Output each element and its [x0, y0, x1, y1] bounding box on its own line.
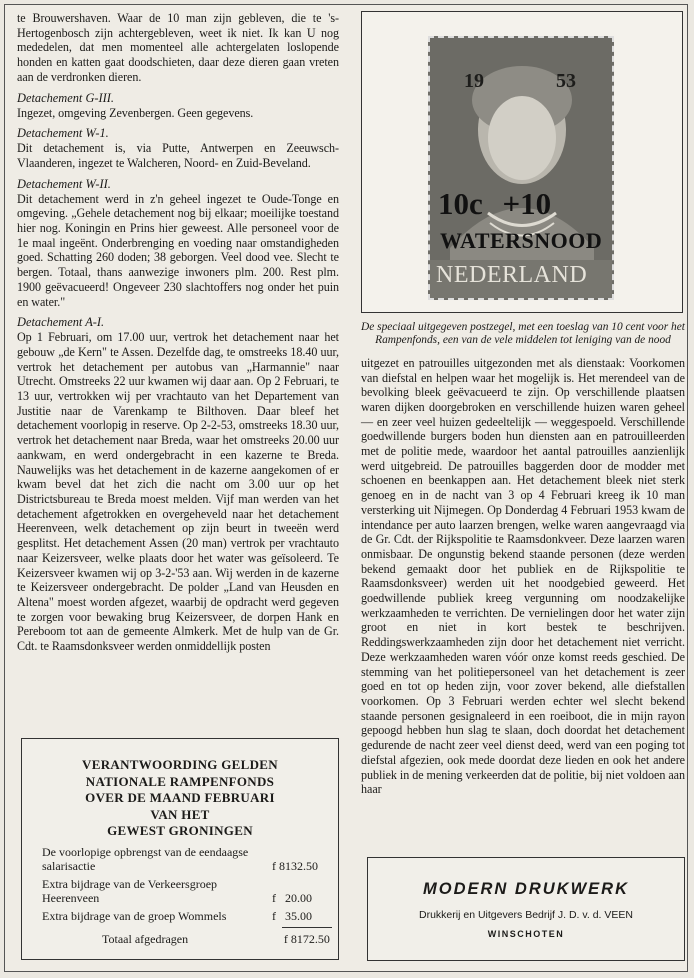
ad-box [367, 857, 685, 961]
ad-city: WINSCHOTEN [487, 929, 565, 939]
section-text-a-i: Op 1 Februari, om 17.00 uur, vertrok het detachement naar het gebouw „de Kern" te Assen. Dezelfde dag, te omstreeks 18.40 uur, vertrok het detachement per autobus van „Harmannie" naar Utrecht. Omstreeks 22 uur kwamen wij daar aan. Op 2 Februari, te 13 uur, vertrokken wij per vrachtauto van het Departement van Justitie naar de Varenkamp te Bilthoven. Daar bleef het detachement voorlopig in reserve. Op 2-2-53, omstreeks 18.30 uur, vertrok het detachement naar Breda, waar het omstreeks 20.00 uur aankwam, en werd ondergebracht in een kazerne te Breda. Nauwelijks was het detachement in de kazerne aangekomen of er kwam bevel dat het zich die nacht om 3.00 uur op het Districtsbureau te Breda moest melden. Vijf man werden van het detachement afgetrokken en overgeheveld naar het detachement Heerenveen, welk detachement op zijn beurt in tweeën werd gesplitst. Het detachement Assen (20 man) vertrok per vrachtauto naar Keizersveer, welke plaats door het water was geïsoleerd. Te Keizersveer kwamen wij op 3-2-'53 aan. Wij werden in de kazerne te Keizersveer ondergebracht. De polder „Land van Heusden en Altena" moest worden afgezet, waarbij de opdracht werd gegeven te zorgen voor bewaking brug Keizersveer, de dorpen Hank en Pereboom tot aan de gemeente Almkerk. Met de hulp van de Gr. Cdt. te Raamsdonksveer werden onmiddellijk posten [17, 330, 339, 654]
account-row-amount: f 35.00 [272, 909, 312, 923]
stamp-value: 10c +10 [438, 186, 552, 221]
account-row-amount: f 20.00 [272, 891, 312, 905]
account-total-row [42, 932, 334, 946]
stamp-caption: De speciaal uitgegeven postzegel, met een toeslag van 10 cent voor het Rampenfonds, een van de vele middelen tot leniging van de nood [361, 321, 685, 347]
account-heading-line: VAN HET [150, 806, 210, 822]
right-column [361, 11, 685, 797]
account-total-label: Totaal afgedragen [102, 932, 189, 946]
left-column [17, 11, 339, 654]
stamp-overprint: WATERSNOOD [440, 228, 603, 253]
account-table [42, 845, 334, 950]
section-heading-a-i: Detachement A-I. [17, 315, 105, 330]
account-row-amount: f 8132.50 [272, 859, 318, 873]
section-text-w-1: Dit detachement is, via Putte, Antwerpen en Zeeuwsch-Vlaanderen, ingezet te Walcheren, Noord- en Zuid-Beveland. [17, 141, 339, 170]
account-heading-line: NATIONALE RAMPENFONDS [85, 773, 275, 789]
account-row-label: Extra bijdrage van de Verkeersgroep Heerenveen [42, 877, 218, 905]
account-heading-line: OVER DE MAAND FEBRUARI [85, 790, 275, 805]
account-row-label: Extra bijdrage van de groep Wommels [42, 909, 227, 923]
account-row [42, 909, 334, 923]
account-total-amount: f 8172.50 [283, 932, 330, 946]
section-heading-w-ii: Detachement W-II. [17, 176, 111, 191]
account-heading-line: GEWEST GRONINGEN [107, 823, 253, 838]
account-row [42, 877, 334, 905]
stamp-year-left: 19 [464, 70, 484, 92]
ad-subtitle: Drukkerij en Uitgevers Bedrijf J. D. v. d. VEEN [419, 909, 633, 921]
section-text-w-ii: Dit detachement werd in z'n geheel ingezet te Oude-Tonge en omgeving. „Gehele detachement nog bij elkaar; moeilijke toestand hier nog. Koningin en Prins hier geweest. Alle personeel voor de 1e maal ingeënt. Onderbrenging en voeding naar omstandigheden goed. Schatting 260 doden; 38 geborgen. Veel dood vee. Slecht te bergen. Totaal, thans aanwezige inwoners plm. 200. Rest plm. 1900 geëvacueerd! Ongeveer 230 slachtoffers nog onder het puin en water." [17, 191, 339, 309]
magazine-page [4, 4, 688, 972]
account-heading [22, 757, 338, 840]
stamp-country: NEDERLAND [436, 262, 588, 288]
section-heading-w-1: Detachement W-1. [17, 126, 109, 141]
account-box [21, 738, 339, 960]
intro-paragraph: te Brouwershaven. Waar de 10 man zijn gebleven, die te 's-Hertogenbosch zijn achtergebleven, weet ik niet. Ik kan U nog mededelen, dat men momenteel alle achtergelaten loslopende honden en katten gaat doodschieten, daar deze dieren gaan vreten aan de verdronken dieren. [17, 11, 339, 84]
stamp-year-right: 53 [556, 70, 576, 92]
ad-title: MODERN DRUKWERK [423, 880, 629, 898]
stamp-frame [361, 11, 683, 313]
stamp-portrait-icon [430, 38, 612, 298]
right-column-text: uitgezet en patrouilles uitgezonden met als dienstaak: Voorkomen van diefstal en helpen waar het mogelijk is. Het merendeel van de bevolking bleek geëvacueerd te zijn. Op verschillende plaatsen waren dijken doorgebroken en verschillende huizen waren geheel — en zeer veel huizen gedeeltelijk — weggespoeld. Verschillende goedwillende burgers boden hun diensten aan en patrouilleerden met de politie mede, waardoor het aantal patrouilles aanzienlijk werd uitgebreid. De patrouilles baggerden door de modder met schoenen en beenkappen aan. Het detachement bleek niet sterk genoeg en in de nacht van 3 op 4 Februari kreeg ik 10 man versterking uit Nijmegen. Op Donderdag 4 Februari 1953 kwam de intendance per auto laarzen brengen, welke waren aangevraagd via de Gr. Cdt. der Rijkspolitie te Raamsdonkveer. Deze laarzen waren onmisbaar. De ongunstig bekend staande personen (deze werden bekend gemaakt door het publiek en de Rijkspolitie te Raamsdonksveer) werden uit het noodgebied geweerd. Het goedwillende publiek kreeg vergunning om noodzakelijke werkzaamheden te verrichten. De vernielingen door het water zijn groot en niet in kort bestek te beschrijven. Reddingswerkzaamheden zijn door het detachement niet verricht. Deze werkzaamheden waren vóór onze komst reeds geschied. De stemming van het politiepersoneel van het detachement is zeer goed en tot op heden zijn, voor zover bekend, alle diefstallen voorkomen. Op 3 Februari werden echter wel slecht bekend staande personen gesignaleerd in een roeiboot, die in mijn rayon gepoogd hebben hun slag te slaan, doch doordat het detachement gedurende de nacht zeer veel dienst deed, werd van een poging tot diefstal afgezien, ook mede doordat deze lieden en ook het andere publiek in de mening verkeerden dat de politie, bij niet voldoen aan haar [361, 355, 685, 797]
section-heading-g-iii: Detachement G-III. [17, 90, 115, 105]
account-row-label: De voorlopige opbrengst van de eendaagse salarisactie [42, 845, 249, 873]
postage-stamp [428, 36, 614, 300]
account-heading-line: VERANTWOORDING GELDEN [82, 757, 278, 772]
sum-rule [282, 927, 332, 928]
section-text-g-iii: Ingezet, omgeving Zevenbergen. Geen gegevens. [17, 105, 254, 120]
account-row [42, 845, 334, 873]
